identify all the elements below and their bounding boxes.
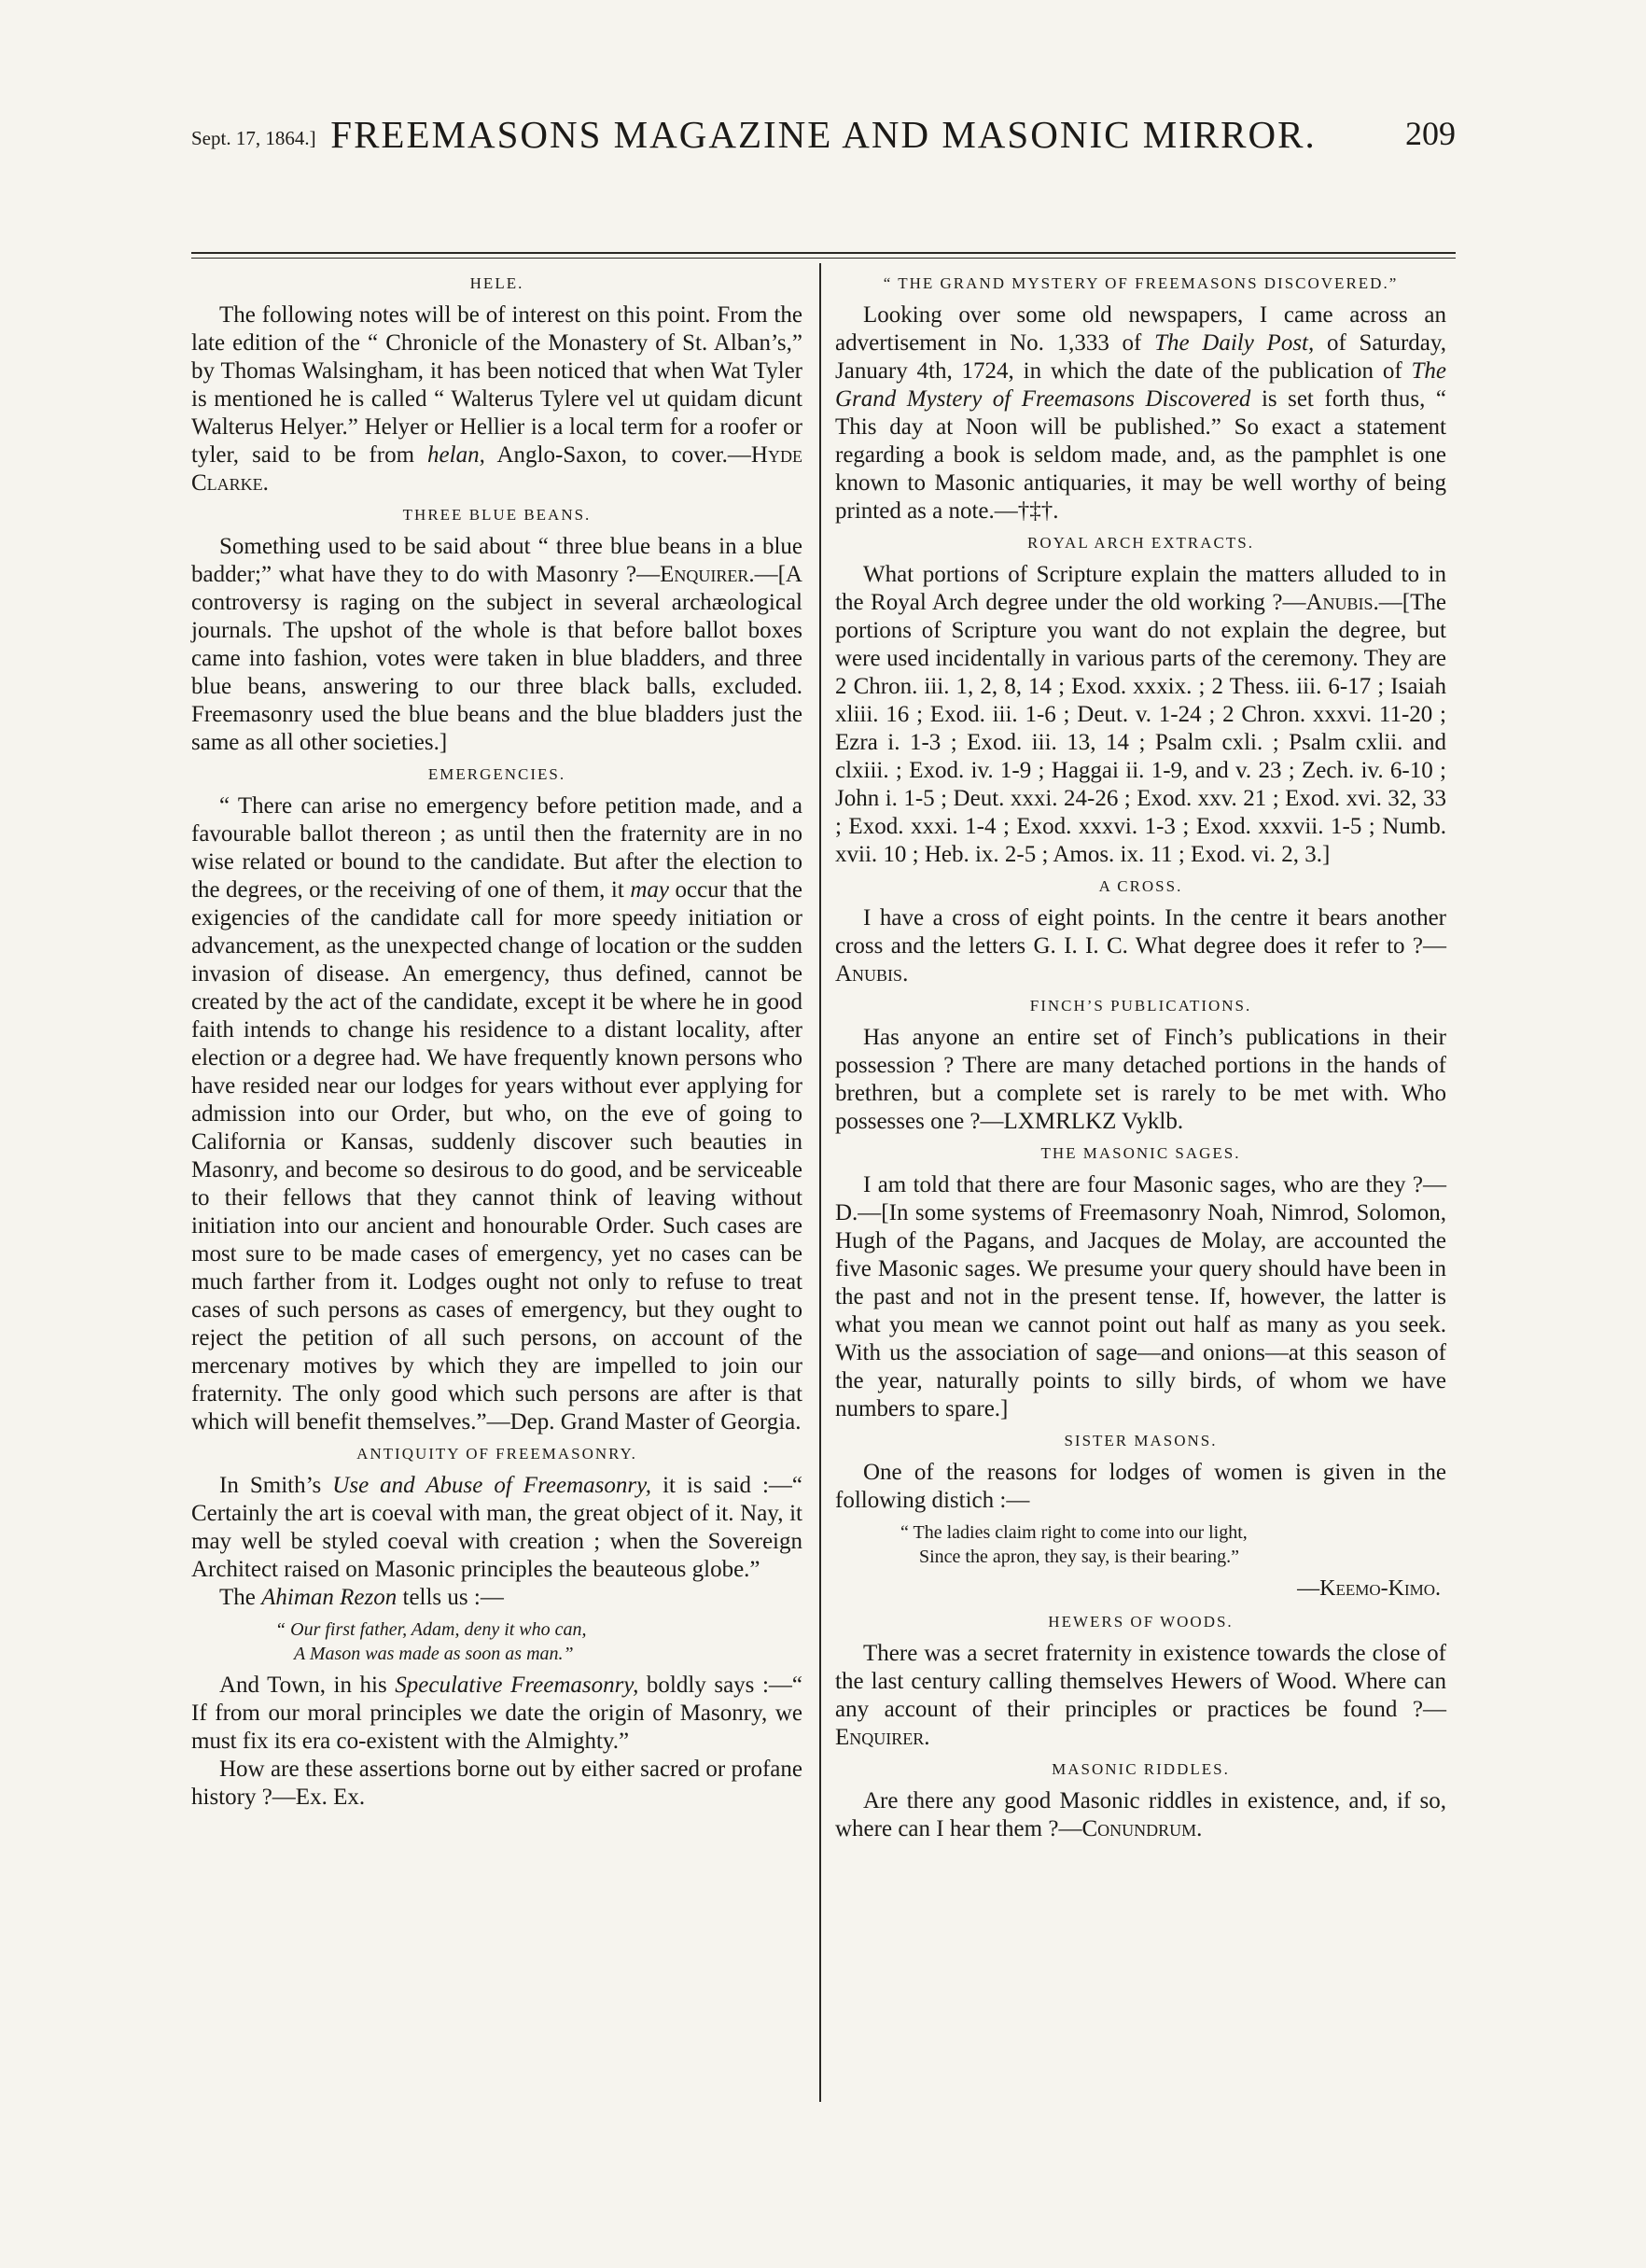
article-sister-masons: One of the reasons for lodges of women is given in the following distich :—: [835, 1460, 1446, 1513]
header-rule-thin: [191, 258, 1456, 259]
page-number: 209: [1405, 115, 1456, 152]
section-title-three-blue-beans: THREE BLUE BEANS.: [402, 506, 592, 524]
section-title-antiquity: ANTIQUITY OF FREEMASONRY.: [356, 1445, 637, 1463]
author-signature: Enquirer.: [835, 1725, 930, 1750]
article-antiquity-p1: In Smith’s Use and Abuse of Freemasonry, it is said :—“ Certainly the art is coeval with man, the great object of it. Nay, it may well be styled coeval with creation ; when the Sovereign Architect raised on Masonic principles the beauteous globe.”: [191, 1473, 802, 1582]
article-finch: Has anyone an entire set of Finch’s publications in their possession ? There are many detached portions in the hands of brethren, but a complete set is rarely to be met with. Who possesses one ?—LXMRLKZ Vyklb.: [835, 1025, 1446, 1134]
magazine-title: FREEMASONS MAGAZINE AND MASONIC MIRROR.: [330, 113, 1317, 156]
header-rule-thick: [191, 252, 1456, 254]
article-three-blue-beans: Something used to be said about “ three blue beans in a blue badder;” what have they to do with Masonry ?—Enquirer.—[A controversy is raging on the subject in several archæological journals. The upshot of the whole is that before ballot boxes came into fashion, votes were taken in blue bladders, and three blue beans, answering to our three black balls, excluded. Freemasonry used the blue beans and the blue bladders just the same as all other societies.]: [191, 534, 802, 755]
section-title-grand-mystery: “ THE GRAND MYSTERY OF FREEMASONS DISCOVERED.”: [883, 274, 1399, 292]
section-title-masonic-sages: THE MASONIC SAGES.: [1040, 1144, 1241, 1162]
section-title-hele: HELE.: [469, 274, 524, 292]
section-title-finch: FINCH’S PUBLICATIONS.: [1029, 997, 1252, 1015]
author-signature: Enquirer.: [660, 562, 755, 587]
section-title-hewers: HEWERS OF WOODS.: [1048, 1613, 1234, 1631]
article-riddles: Are there any good Masonic riddles in existence, and, if so, where can I hear them ?—Conundrum.: [835, 1788, 1446, 1841]
page-header: [191, 103, 1456, 168]
author-signature: Anubis.: [835, 961, 909, 987]
article-royal-arch: What portions of Scripture explain the matters alluded to in the Royal Arch degree under the old working ?—Anubis.—[The portions of Scripture you want do not explain the degree, but were used incidentally in various parts of the ceremony. They are 2 Chron. iii. 1, 2, 8, 14 ; Exod. xxxix. ; 2 Thess. iii. 6-17 ; Isaiah xliii. 16 ; Exod. iii. 1-6 ; Deut. v. 1-24 ; 2 Chron. xxxvi. 11-20 ; Ezra i. 1-3 ; Exod. iii. 13, 14 ; Psalm cxli. ; Psalm cxlii. and clxiii. ; Exod. iv. 1-9 ; Haggai ii. 1-9, and v. 23 ; Zech. iv. 6-10 ; John i. 1-5 ; Deut. xxxi. 24-26 ; Exod. xxv. 21 ; Exod. xvi. 32, 33 ; Exod. xxxi. 1-4 ; Exod. xxxvi. 1-3 ; Exod. xxxvii. 1-5 ; Numb. xvii. 10 ; Heb. ix. 2-5 ; Amos. ix. 11 ; Exod. vi. 2, 3.]: [835, 562, 1446, 867]
author-signature: —Keemo-Kimo.: [1297, 1576, 1441, 1601]
column-divider: [819, 263, 821, 2102]
article-hewers: There was a secret fraternity in existence towards the close of the last century calling themselves Hewers of Wood. Where can any account of their principles or practices be found ?—Enquirer.: [835, 1641, 1446, 1750]
author-signature: Conundrum.: [1081, 1816, 1203, 1841]
article-antiquity-p3: And Town, in his Speculative Freemasonry, boldly says :—“ If from our moral principles we date the origin of Masonry, we must fix its era co-existent with the Almighty.”: [191, 1673, 802, 1754]
section-title-sister-masons: SISTER MASONS.: [1064, 1432, 1218, 1449]
section-title-a-cross: A CROSS.: [1098, 877, 1183, 895]
article-a-cross: I have a cross of eight points. In the centre it bears another cross and the letters G. I. I. C. What degree does it refer to ?—Anubis.: [835, 905, 1446, 987]
article-antiquity-p4: How are these assertions borne out by either sacred or profane history ?—Ex. Ex.: [191, 1757, 802, 1810]
section-title-riddles: MASONIC RIDDLES.: [1052, 1760, 1230, 1778]
section-title-emergencies: EMERGENCIES.: [427, 765, 566, 783]
article-masonic-sages: I am told that there are four Masonic sages, who are they ?—D.—[In some systems of Freemasonry Noah, Nimrod, Solomon, Hugh of the Pagans, and Jacques de Molay, are accounted the five Masonic sages. We presume your query should have been in the past and not in the present tense. If, however, the latter is what you mean we cannot point out half as many as you seek. With us the association of sage—and onions—at this season of the year, naturally points to silly birds, of whom we have numbers to spare.]: [835, 1172, 1446, 1421]
article-hele: The following notes will be of interest on this point. From the late edition of the “ Chronicle of the Monastery of St. Alban’s,” by Thomas Walsingham, it has been noticed that when Wat Tyler is mentioned he is called “ Walterus Tylere vel ut quidam dicunt Walterus Helyer.” Helyer or Hellier is a local term for a roofer or tyler, said to be from helan, Anglo-Saxon, to cover.—Hyde Clarke.: [191, 302, 802, 496]
article-grand-mystery: Looking over some old newspapers, I came across an advertisement in No. 1,333 of The Daily Post, of Saturday, January 4th, 1724, in which the date of the publication of The Grand Mystery of Freemasons Discovered is set forth thus, “ This day at Noon will be published.” So exact a statement regarding a book is seldom made, and, as the pamphlet is one known to Masonic antiquaries, it may be well worthy of being printed as a note.—†‡†.: [835, 302, 1446, 524]
issue-date: Sept. 17, 1864.]: [191, 127, 316, 149]
verse-distich: “ The ladies claim right to come into our light, Since the apron, they say, is their bearing.”: [900, 1522, 1248, 1567]
author-signature: Hyde Clarke.: [191, 442, 802, 496]
verse-quote: “ Our first father, Adam, deny it who can, A Mason was made as soon as man.”: [275, 1619, 587, 1664]
author-signature: Anubis.: [1305, 590, 1379, 615]
article-antiquity-p2: The Ahiman Rezon tells us :—: [219, 1585, 504, 1610]
left-column: [191, 266, 802, 1812]
article-emergencies: “ There can arise no emergency before petition made, and a favourable ballot thereon ; as until then the fraternity are in no wise related or bound to the candidate. But after the election to the degrees, or the receiving of one of them, it may occur that the exigencies of the candidate call for more speedy initiation or advancement, as the unexpected change of location or the sudden invasion of disease. An emergency, thus defined, cannot be created by the act of the candidate, except it be where he in good faith intends to change his residence to a distant locality, after election or a degree had. We have frequently known persons who have resided near our lodges for years without ever applying for admission into our Order, but who, on the eve of going to California or Kansas, suddenly discover such beauties in Masonry, and become so desirous to do good, and be serviceable to their fellows that they cannot think of leaving without initiation into our ancient and honourable Order. Such cases are most sure to be made cases of emergency, yet no cases can be much farther from it. Lodges ought not only to refuse to treat cases of such persons as cases of emergency, but they ought to reject the petition of all such persons, on account of the mercenary motives by which they are impelled to join our fraternity. The only good which such persons are after is that which will benefit themselves.”—Dep. Grand Master of Georgia.: [191, 793, 802, 1435]
section-title-royal-arch: ROYAL ARCH EXTRACTS.: [1027, 534, 1254, 552]
right-column: [835, 266, 1446, 1843]
